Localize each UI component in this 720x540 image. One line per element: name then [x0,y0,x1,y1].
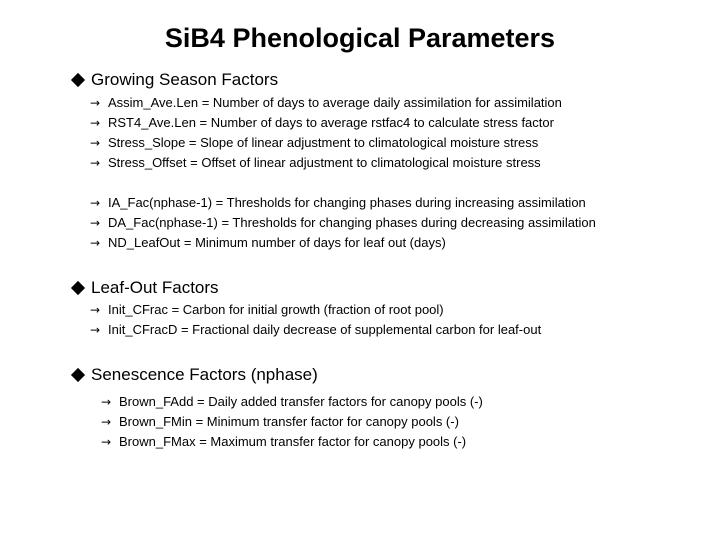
arrow-right-icon: → [101,435,112,449]
list-item [101,433,466,451]
arrow-right-icon: → [90,156,101,170]
list-item-text: ND_LeafOut = Minimum number of days for leaf out (days) [108,235,446,250]
section-heading-label: Growing Season Factors [91,70,279,89]
section-heading-senescence [70,364,318,386]
arrow-right-icon: → [101,395,112,409]
list-item [90,321,541,339]
diamond-bullet-icon [71,367,85,381]
list-item-text: Assim_Ave.Len = Number of days to average daily assimilation for assimilation [108,95,562,110]
list-item [90,301,444,319]
list-item-text: DA_Fac(nphase-1) = Thresholds for changing phases during decreasing assimilation [108,215,596,230]
arrow-right-icon: → [90,96,101,110]
list-item [90,94,562,112]
page-title: SiB4 Phenological Parameters [164,23,556,53]
list-item-text: Brown_FMax = Maximum transfer factor for canopy pools (-) [119,434,467,449]
arrow-right-icon: → [90,136,101,150]
list-item-text: Stress_Slope = Slope of linear adjustment to climatological moisture stress [108,135,539,150]
section-heading-growing-season [70,69,278,91]
section-heading-label: Senescence Factors (nphase) [91,365,318,384]
list-item-text: IA_Fac(nphase-1) = Thresholds for changing phases during increasing assimilation [108,195,586,210]
diamond-bullet-icon [71,280,85,294]
arrow-right-icon: → [90,196,101,210]
list-item [101,413,459,431]
arrow-right-icon: → [90,116,101,130]
list-item [90,214,596,232]
list-item-text: RST4_Ave.Len = Number of days to average rstfac4 to calculate stress factor [108,115,554,130]
list-item [90,194,586,212]
list-item-text: Brown_FAdd = Daily added transfer factors for canopy pools (-) [119,394,483,409]
list-item [90,154,541,172]
section-heading-leaf-out [70,277,219,299]
arrow-right-icon: → [90,323,101,337]
list-item [101,393,483,411]
list-item-text: Stress_Offset = Offset of linear adjustment to climatological moisture stress [108,155,541,170]
diamond-bullet-icon [71,72,85,86]
arrow-right-icon: → [90,216,101,230]
list-item [90,114,554,132]
arrow-right-icon: → [90,303,101,317]
list-item-text: Brown_FMin = Minimum transfer factor for canopy pools (-) [119,414,459,429]
arrow-right-icon: → [90,236,101,250]
arrow-right-icon: → [101,415,112,429]
list-item-text: Init_CFrac = Carbon for initial growth (fraction of root pool) [108,302,444,317]
list-item [90,134,538,152]
list-item [90,234,446,252]
section-heading-label: Leaf-Out Factors [91,278,219,297]
list-item-text: Init_CFracD = Fractional daily decrease of supplemental carbon for leaf-out [108,322,542,337]
